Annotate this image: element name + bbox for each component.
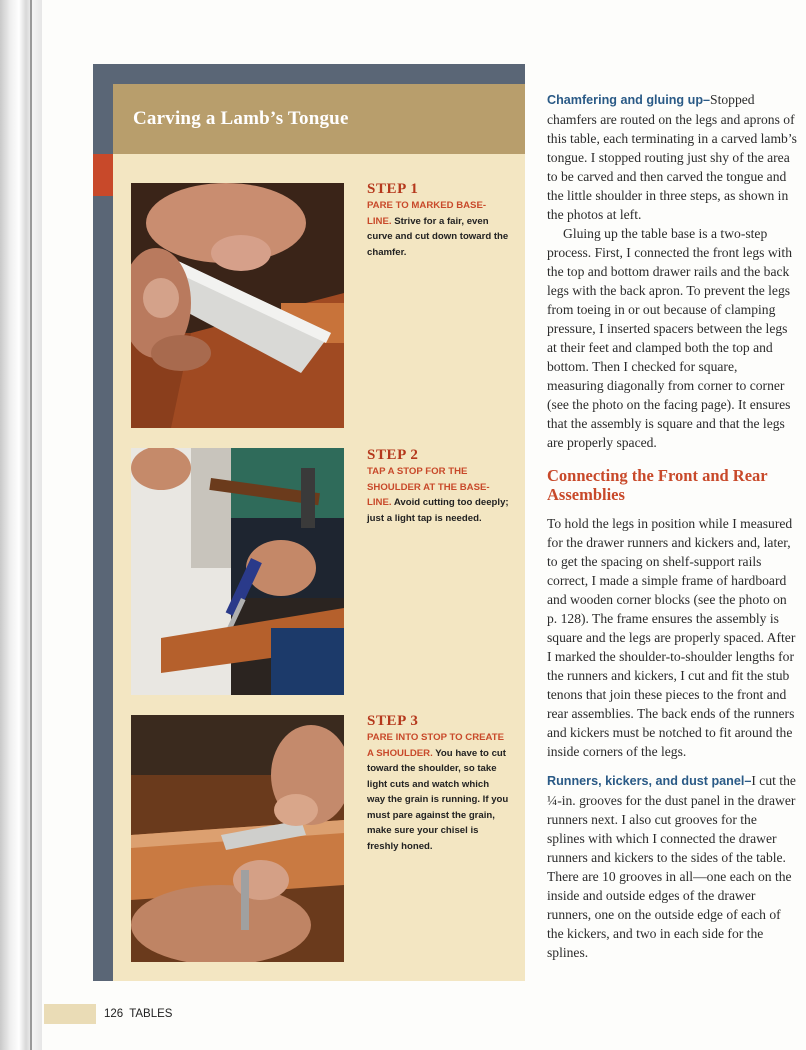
sidebar-title: Carving a Lamb’s Tongue [133,108,349,129]
step-1-text: Strive for a fair, even curve and cut down toward the chamfer. [367,215,509,258]
folio-bar [44,1004,96,1024]
gutter-line [30,0,32,1050]
paragraph-gluing: Gluing up the table base is a two-step process. First, I connected the front legs with the top and bottom drawer rails and the back legs with the back apron. To prevent the legs from toeing in or out because of clamping pressure, I inserted spacers between the legs at their feet and clamped both the top and bottom. Then I checked for square, measuring diagonally from corner to corner (see the photo on the facing page). It ensures that the assembly is square and that the legs are properly spaced. [547,226,793,450]
run-in-head-chamfering: Chamfering and gluing up– [547,93,711,107]
run-in-head-runners: Runners, kickers, and dust panel– [547,774,752,788]
step-3-caption [367,712,509,854]
paragraph-chamfering-text: Stopped chamfers are routed on the legs and aprons of this table, each terminating in a carved lamb’s tongue. I stopped routing just shy of the area to be carved and then carved the tongue and the little shoulder in three steps, as shown in the photos at left. [547,92,797,222]
paragraph-chamfering [547,90,797,224]
step-2-caption [367,446,509,526]
step-3-text: You have to cut toward the shoulder, so take light cuts and watch which way the grain is running. If you must pare against the grain, make sure your chisel is freshly honed. [367,747,509,852]
paragraph-runners [547,771,797,962]
step-1-lead: PARE TO MARKED BASE-LINE. [367,200,487,227]
section-heading: Connecting the Front and Rear Assemblies [547,466,768,504]
sidebar-accent-tab [93,154,113,196]
book-spine-shadow [0,0,42,1050]
section-name: TABLES [129,1008,173,1020]
step-3-photo [131,715,344,962]
paragraph-runners-text: I cut the ¼-in. grooves for the dust panel in the drawer runners next. I also cut grooves for the splines with which I connected the drawer runners and kickers to the sides of the table. There are 10 grooves in all—one each on the inside and outside edges of the drawer runners, one on the outside edge of each of the kickers, and two in each side for the splines. [547,773,796,960]
step-1-photo [131,183,344,428]
step-2-photo [131,448,344,695]
step-3-lead: PARE INTO STOP TO CREATE A SHOULDER. [367,732,505,759]
step-2-label: STEP 2 [367,447,419,463]
step-2-lead: TAP A STOP FOR THE SHOULDER AT THE BASE-LINE. [367,466,490,508]
folio [104,1008,172,1020]
step-2-text: Avoid cutting too deeply; just a light tap is needed. [367,497,509,524]
body-column [547,90,797,962]
step-1-caption [367,180,509,260]
step-3-label: STEP 3 [367,713,419,729]
paragraph-legs: To hold the legs in position while I measured for the drawer runners and kickers and, later, to get the spacing on shelf-support rails correct, I made a simple frame of hardboard and wooden corner blocks (see the photo on p. 128). The frame ensures the assembly is square and the legs are properly spaced. After I marked the shoulder-to-shoulder lengths for the runners and kickers, I cut and fit the stub tenons that join these pieces to the front and rear assemblies. The back ends of the runners and kickers must be notched to fit around the inside corners of the legs. [547,516,796,759]
page-number: 126 [104,1008,124,1020]
step-1-label: STEP 1 [367,181,419,197]
